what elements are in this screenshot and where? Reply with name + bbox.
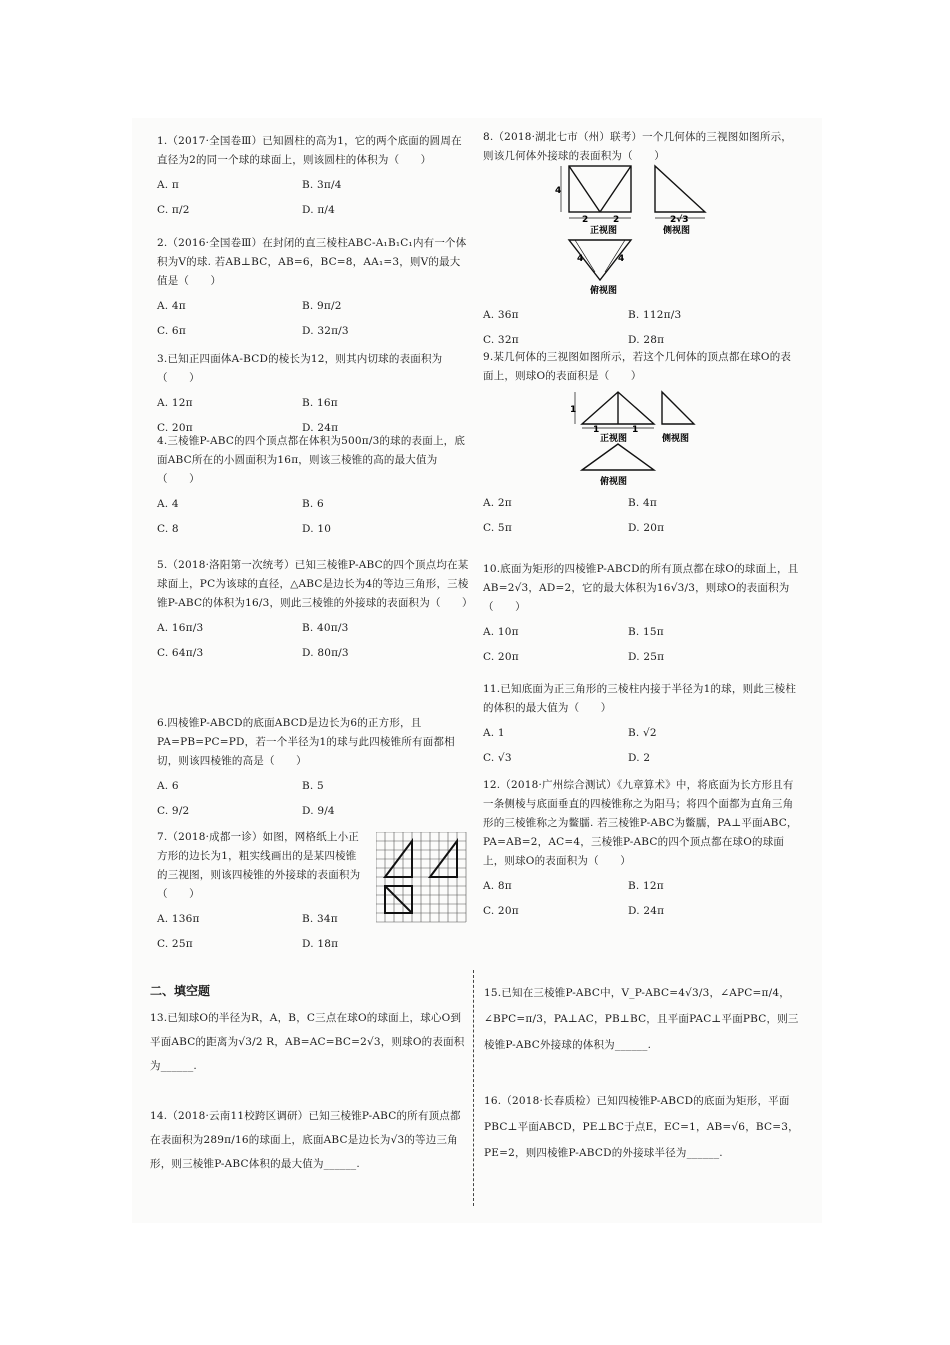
option-b: B. √2 bbox=[628, 727, 657, 739]
option-a: A. 2π bbox=[483, 497, 512, 509]
q8-dim-left: 2 bbox=[582, 215, 589, 225]
option-a: A. π bbox=[157, 179, 179, 191]
question-4 bbox=[157, 432, 469, 539]
question-12 bbox=[483, 776, 801, 921]
question-stem: 5.（2018·洛阳第一次统考）已知三棱锥P-ABC的四个顶点均在某球面上，PC为该球的直径，△ABC是边长为4的等边三角形，三棱锥P-ABC的体积为16/3，则此三棱锥的外接球的表面积为（ ） bbox=[157, 559, 473, 609]
option-d: D. 80π/3 bbox=[302, 647, 349, 659]
question-stem: 11.已知底面为正三角形的三棱柱内接于半径为1的球，则此三棱柱的体积的最大值为（ ） bbox=[483, 683, 797, 714]
option-a: A. 16π/3 bbox=[157, 622, 204, 634]
option-a: A. 136π bbox=[157, 913, 200, 925]
option-c: C. 9/2 bbox=[157, 805, 190, 817]
option-d: D. 10 bbox=[302, 523, 332, 535]
question-stem: 14.（2018·云南11校跨区调研）已知三棱锥P-ABC的所有顶点都在表面积为289π/16的球面上，底面ABC是边长为√3的等边三角形，则三棱锥P-ABC体积的最大值为______. bbox=[150, 1110, 461, 1170]
option-a: A. 1 bbox=[483, 727, 505, 739]
question-16 bbox=[484, 1088, 809, 1166]
q8-top-dim-right: 4 bbox=[618, 254, 625, 264]
option-b: B. 12π bbox=[628, 880, 664, 892]
question-stem: 1.（2017·全国卷Ⅲ）已知圆柱的高为1，它的两个底面的圆周在直径为2的同一个球的球面上，则该圆柱的体积为（ ） bbox=[157, 135, 462, 166]
option-c: C. 20π bbox=[483, 651, 519, 663]
option-b: B. 5 bbox=[302, 780, 324, 792]
question-stem: 12.（2018·广州综合测试）《九章算术》中，将底面为长方形且有一条侧棱与底面垂直的四棱锥称之为阳马；将四个面都为直角三角形的三棱锥称之为鳖臑. 若三棱锥P-ABC为鳖臑，PA⊥平面ABC，PA=AB=2，AC=4，三棱锥P-ABC的四个顶点都在球O的球面上，则球O的表面积为（ ） bbox=[483, 779, 798, 867]
option-c: C. 8 bbox=[157, 523, 179, 535]
option-c: C. 25π bbox=[157, 938, 193, 950]
q9-dim-left: 1 bbox=[593, 425, 600, 435]
option-c: C. π/2 bbox=[157, 204, 190, 216]
q8-front-view-label: 正视图 bbox=[590, 226, 618, 236]
q9-side-view-label: 侧视图 bbox=[662, 434, 690, 444]
option-c: C. 64π/3 bbox=[157, 647, 204, 659]
question-11 bbox=[483, 680, 801, 768]
option-d: D. π/4 bbox=[302, 204, 336, 216]
option-d: D. 25π bbox=[628, 651, 665, 663]
q8-top-view-label: 俯视图 bbox=[590, 286, 618, 295]
option-a: A. 12π bbox=[157, 397, 193, 409]
option-c: C. 20π bbox=[157, 422, 193, 434]
option-c: C. 32π bbox=[483, 334, 519, 346]
q8-top-dim-left: 4 bbox=[577, 254, 584, 264]
q8-side-view-label: 侧视图 bbox=[663, 226, 691, 236]
option-c: C. 6π bbox=[157, 325, 186, 337]
question-stem: 13.已知球O的半径为R，A，B，C三点在球O的球面上，球心O到平面ABC的距离为√3/2 R，AB=AC=BC=2√3，则球O的表面积为______. bbox=[150, 1012, 465, 1072]
option-b: B. 4π bbox=[628, 497, 657, 509]
question-stem: 7.（2018·成都一诊）如图，网格纸上小正方形的边长为1，粗实线画出的是某四棱锥的三视图，则该四棱锥的外接球的表面积为（ ） bbox=[157, 831, 361, 900]
option-b: B. 34π bbox=[302, 913, 338, 925]
option-a: A. 4 bbox=[157, 498, 179, 510]
question-stem: 6.四棱锥P-ABCD的底面ABCD是边长为6的正方形，且PA=PB=PC=PD，若一个半径为1的球与此四棱锥所有面都相切，则该四棱锥的高是（ ） bbox=[157, 717, 455, 767]
option-b: B. 40π/3 bbox=[302, 622, 349, 634]
option-d: D. 20π bbox=[628, 522, 665, 534]
option-b: B. 15π bbox=[628, 626, 664, 638]
q9-front-view-label: 正视图 bbox=[600, 434, 628, 444]
q8-dim-height: 4 bbox=[555, 186, 562, 196]
option-d: D. 9/4 bbox=[302, 805, 335, 817]
question-3 bbox=[157, 350, 469, 438]
q9-three-views-figure bbox=[570, 388, 710, 488]
question-stem: 2.（2016·全国卷Ⅲ）在封闭的直三棱柱ABC-A₁B₁C₁内有一个体积为V的球. 若AB⊥BC，AB=6，BC=8，AA₁=3，则V的最大值是（ ） bbox=[157, 237, 467, 287]
question-stem: 15.已知在三棱锥P-ABC中，V_P-ABC=4√3/3，∠APC=π/4，∠BPC=π/3，PA⊥AC，PB⊥BC，且平面PAC⊥平面PBC，则三棱锥P-ABC外接球的体积为______. bbox=[484, 987, 799, 1051]
question-stem: 16.（2018·长春质检）已知四棱锥P-ABCD的底面为矩形，平面PBC⊥平面ABCD，PE⊥BC于点E，EC=1，AB=√6，BC=3，PE=2，则四棱锥P-ABCD的外接球半径为______. bbox=[484, 1095, 799, 1159]
question-stem: 9.某几何体的三视图如图所示，若这个几何体的顶点都在球O的表面上，则球O的表面积是（ ） bbox=[483, 351, 792, 382]
question-stem: 3.已知正四面体A-BCD的棱长为12，则其内切球的表面积为（ ） bbox=[157, 353, 443, 384]
option-a: A. 6 bbox=[157, 780, 179, 792]
question-2 bbox=[157, 234, 469, 341]
option-c: C. √3 bbox=[483, 752, 512, 764]
q9-top-view-label: 俯视图 bbox=[600, 477, 628, 487]
option-b: B. 16π bbox=[302, 397, 338, 409]
option-a: A. 4π bbox=[157, 300, 186, 312]
q9-dim-height: 1 bbox=[570, 405, 577, 415]
section-title: 二、填空题 bbox=[150, 984, 211, 998]
option-c: C. 5π bbox=[483, 522, 512, 534]
question-13 bbox=[150, 1006, 465, 1078]
option-a: A. 8π bbox=[483, 880, 512, 892]
option-d: D. 28π bbox=[628, 334, 665, 346]
q8-dim-right: 2 bbox=[613, 215, 620, 225]
question-stem: 8.（2018·湖北七市（州）联考）一个几何体的三视图如图所示，则该几何体外接球的表面积为（ ） bbox=[483, 131, 792, 162]
option-d: D. 32π/3 bbox=[302, 325, 349, 337]
question-stem: 4.三棱锥P-ABC的四个顶点都在体积为500π/3的球的表面上，底面ABC所在的小圆面积为16π，则该三棱锥的高的最大值为（ ） bbox=[157, 435, 466, 485]
option-b: B. 9π/2 bbox=[302, 300, 342, 312]
option-a: A. 10π bbox=[483, 626, 519, 638]
question-7 bbox=[157, 828, 367, 954]
option-d: D. 24π bbox=[628, 905, 665, 917]
option-b: B. 3π/4 bbox=[302, 179, 342, 191]
question-10 bbox=[483, 560, 801, 667]
question-14 bbox=[150, 1104, 465, 1176]
question-5 bbox=[157, 556, 473, 663]
option-b: B. 6 bbox=[302, 498, 324, 510]
q8-three-views-figure bbox=[555, 160, 715, 295]
q7-grid-figure bbox=[376, 832, 468, 924]
option-d: D. 2 bbox=[628, 752, 651, 764]
option-d: D. 24π bbox=[302, 422, 339, 434]
question-stem: 10.底面为矩形的四棱锥P-ABCD的所有顶点都在球O的球面上，且AB=2√3，AD=2，它的最大体积为16√3/3，则球O的表面积为（ ） bbox=[483, 563, 799, 613]
column-divider bbox=[473, 970, 474, 1206]
q9-dim-right: 1 bbox=[632, 425, 639, 435]
option-d: D. 18π bbox=[302, 938, 339, 950]
question-6 bbox=[157, 714, 469, 821]
q8-dim-side: 2√3 bbox=[670, 215, 689, 225]
question-1 bbox=[157, 132, 469, 220]
option-c: C. 20π bbox=[483, 905, 519, 917]
option-b: B. 112π/3 bbox=[628, 309, 682, 321]
option-a: A. 36π bbox=[483, 309, 519, 321]
question-15 bbox=[484, 980, 809, 1058]
